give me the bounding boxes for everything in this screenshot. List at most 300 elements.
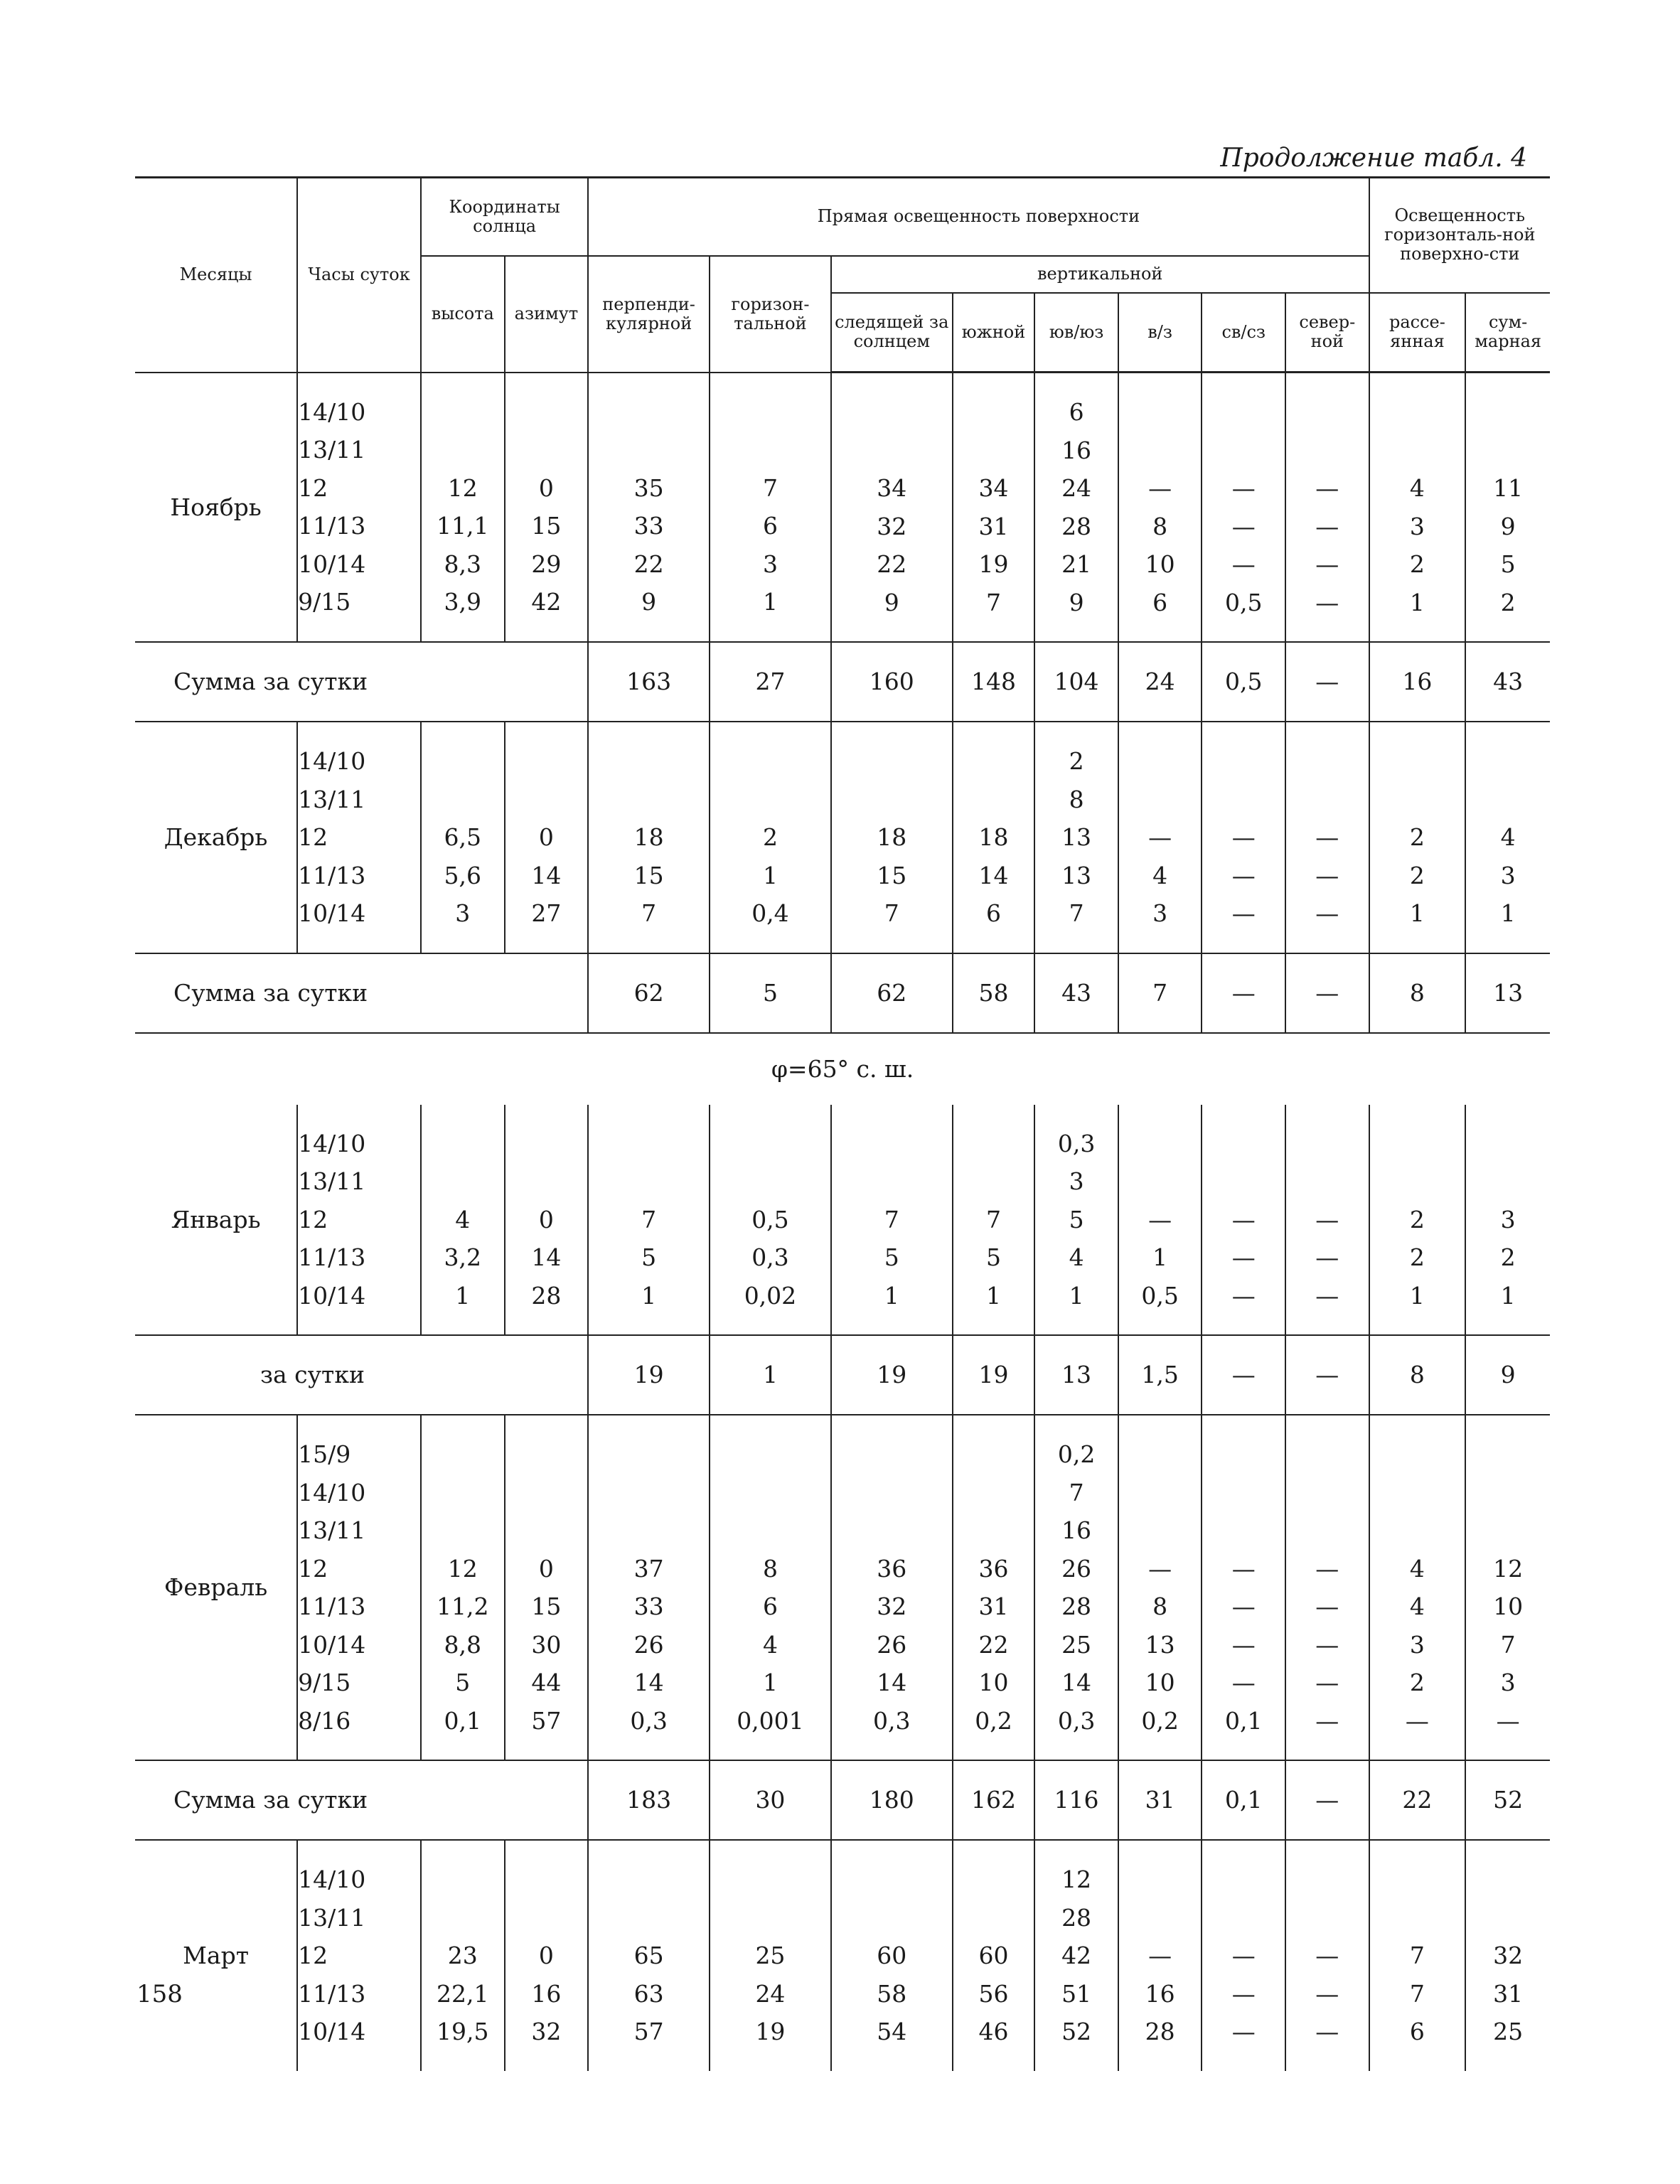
sum-value: — [1202,1335,1285,1415]
cell-value: 28 [1061,1592,1092,1620]
header-vertical: вертикальной [831,256,1369,293]
cell-value: — [1148,1554,1172,1583]
cell-north [1285,1840,1369,2071]
cell-value: 54 [877,2018,907,2045]
month-block [135,373,1550,643]
cell-value: 35 [633,473,664,502]
cell-value [832,781,952,819]
cell-value: 52 [1061,2018,1092,2045]
cell-value: — [1231,1979,1256,2008]
cell-value: 12 [298,823,328,851]
illumination-table [135,176,1550,2071]
header-direct-illumination: Прямая освещенность поверхности [588,178,1369,256]
sum-value: 183 [588,1760,710,1840]
cell-azimuth [505,373,589,643]
cell-value: 3 [1152,899,1168,927]
cell-value: 14 [978,861,1009,889]
header-horizontal-illumination: Освещенность горизонталь-ной поверхно-сти [1369,178,1550,293]
cell-horizontal [710,1840,831,2071]
cell-value: — [1148,1205,1172,1233]
sum-value: — [1285,1335,1369,1415]
cell-value: 58 [877,1979,907,2008]
cell-value [710,1435,830,1474]
cell-value [1466,1511,1550,1550]
cell-value: 2 [1069,747,1084,775]
cell-value: 56 [978,1979,1009,2008]
cell-value [422,1125,504,1163]
cell-value: 18 [633,823,664,851]
month-block [135,1105,1550,1336]
month-name: Декабрь [164,823,268,851]
cell-value [832,1125,952,1163]
cell-value: 37 [633,1554,664,1583]
sum-value: 116 [1034,1760,1118,1840]
cell-value [422,742,504,781]
cell-value: 10 [1145,550,1175,578]
cell-value: 26 [633,1630,664,1659]
cell-value: 25 [1061,1630,1092,1659]
cell-value: — [1148,823,1172,851]
cell-value: 31 [1493,1979,1524,2008]
cell-value: — [1315,1979,1339,2008]
cell-value: 22 [978,1630,1009,1659]
cell-azimuth [505,1840,589,2071]
cell-following-sun [831,373,953,643]
cell-value: 0,2 [1141,1706,1179,1735]
cell-value: — [1231,1554,1256,1583]
cell-value [1370,1162,1465,1201]
cell-value: — [1231,1281,1256,1310]
header-hours: Часы суток [297,178,421,373]
cell-value: 7 [884,1205,899,1233]
cell-value: 25 [1493,2018,1524,2045]
sum-value: 1,5 [1118,1335,1202,1415]
month-name: Январь [171,1205,261,1233]
cell-value: 3 [1500,1205,1516,1233]
cell-value: 13 [1061,861,1092,889]
cell-value [1466,393,1550,432]
cell-value: 12 [447,1554,478,1583]
cell-value: 0,3 [1057,1706,1096,1735]
cell-value: 7 [884,899,899,927]
cell-value: 2 [762,823,778,851]
cell-south [953,1415,1035,1760]
cell-value: 6 [1409,2018,1425,2045]
cell-e-w [1118,722,1202,953]
cell-value [589,742,709,781]
cell-value: 0,1 [444,1706,482,1735]
cell-value: 24 [755,1979,786,2008]
cell-value: 4 [762,1630,778,1659]
cell-value: 0 [538,823,554,851]
cell-value: 7 [985,588,1001,616]
cell-total [1465,1105,1550,1336]
cell-value [1286,1162,1369,1201]
sum-label: Сумма за сутки [135,1760,588,1840]
cell-value: — [1315,1630,1339,1659]
cell-value [589,1125,709,1163]
cell-value: 44 [531,1669,562,1696]
cell-value: — [1315,512,1339,540]
cell-value: — [1315,1554,1339,1583]
sum-value: 27 [710,642,831,722]
cell-value: 0,3 [1057,1129,1096,1157]
cell-value [710,1899,830,1937]
cell-value: 0 [538,473,554,502]
cell-value [589,1861,709,1899]
sum-value: 104 [1034,642,1118,722]
cell-value: 3 [1409,512,1425,540]
cell-value: 1 [1500,899,1516,927]
cell-value [1202,432,1285,470]
cell-value: 30 [531,1630,562,1659]
cell-value: — [1231,2018,1256,2045]
cell-value: 60 [877,1942,907,1969]
cell-value [953,1474,1034,1512]
cell-value: 7 [1409,1942,1425,1969]
cell-value [1286,393,1369,432]
sum-value: 8 [1369,953,1466,1033]
cell-diffuse [1369,722,1466,953]
cell-value: 34 [978,474,1009,502]
cell-value [505,1861,588,1899]
cell-value: 2 [1409,823,1425,851]
cell-ne-nw [1202,373,1285,643]
cell-value: 3 [1500,1669,1516,1696]
header-north: север-ной [1285,293,1369,373]
cell-value [1119,1899,1202,1937]
cell-value: 42 [531,588,562,616]
cell-value: 1 [1500,1281,1516,1310]
sum-value: 52 [1465,1760,1550,1840]
cell-hours [297,1840,421,2071]
header-perpendicular: перпенди-кулярной [588,256,710,373]
cell-horizontal [710,1105,831,1336]
cell-value: 6 [762,1592,778,1620]
month-name: Февраль [164,1573,268,1602]
cell-perpendicular [588,1105,710,1336]
cell-value: 26 [877,1630,907,1659]
cell-value: 3,2 [444,1243,482,1271]
cell-value: — [1315,1205,1339,1233]
cell-value: 11/13 [298,1592,366,1620]
header-e-w: в/з [1118,293,1202,373]
cell-value: 25 [755,1942,786,1969]
cell-value [1466,1861,1550,1899]
cell-value: 12 [298,473,328,502]
sum-value: 13 [1465,953,1550,1033]
cell-value: 1 [1409,1281,1425,1310]
cell-value: 6,5 [444,823,482,851]
cell-value: — [1231,474,1256,502]
cell-value: 2 [1409,550,1425,578]
cell-value: 2 [1500,1243,1516,1271]
cell-value: 15 [633,861,664,889]
cell-value: 1 [762,1669,778,1696]
cell-azimuth [505,722,589,953]
cell-value: 21 [1061,550,1092,578]
cell-value: 3 [762,550,778,578]
cell-value [505,781,588,819]
month-name: Март [183,1942,249,1969]
cell-value [1202,1435,1285,1474]
cell-south [953,722,1035,953]
header-ne-nw: св/сз [1202,293,1285,373]
sum-value: 180 [831,1760,953,1840]
cell-perpendicular [588,722,710,953]
cell-value: — [1148,1942,1172,1969]
cell-e-w [1118,373,1202,643]
cell-following-sun [831,1840,953,2071]
cell-value [953,781,1034,819]
cell-value: 1 [985,1281,1001,1310]
cell-value [422,781,504,819]
sum-value: 16 [1369,642,1466,722]
cell-value: 32 [1493,1942,1524,1969]
cell-value [422,431,504,469]
cell-value: 11/13 [298,1979,366,2008]
cell-value: 14/10 [298,1129,366,1157]
cell-value [1119,1162,1202,1201]
cell-value: 11/13 [298,1243,366,1271]
cell-value [505,1511,588,1550]
cell-value [1202,1511,1285,1550]
cell-value: 4 [1069,1243,1084,1271]
cell-value [1466,432,1550,470]
header-diffuse: рассе-янная [1369,293,1466,373]
cell-value [1202,1899,1285,1937]
cell-value [1466,1435,1550,1474]
cell-height [421,722,505,953]
cell-value: 5 [455,1669,471,1696]
cell-value: 11,2 [437,1592,489,1620]
month-block [135,722,1550,953]
cell-value [505,1435,588,1474]
cell-value: 6 [1069,398,1084,426]
cell-hours [297,1105,421,1336]
cell-value: 5 [641,1243,657,1271]
daily-sum-row [135,1760,1550,1840]
cell-value [953,432,1034,470]
cell-value [1370,1435,1465,1474]
sum-value: 62 [831,953,953,1033]
month-block [135,1415,1550,1760]
cell-value: 2 [1409,1669,1425,1696]
cell-value: 13/11 [298,1516,366,1544]
cell-value [589,431,709,469]
cell-value [1370,1474,1465,1512]
cell-se-sw [1034,1105,1118,1336]
cell-value: — [1231,550,1256,578]
cell-value: — [1405,1706,1429,1735]
cell-value: 16 [531,1979,562,2008]
header-total: сум-марная [1465,293,1550,373]
cell-value: 13/11 [298,436,366,464]
cell-south [953,1840,1035,2071]
cell-value: 0,3 [630,1706,668,1735]
cell-value [589,781,709,819]
sum-value: 31 [1118,1760,1202,1840]
cell-value: 14/10 [298,1478,366,1506]
header-following-sun: следящей за солнцем [831,293,953,373]
cell-north [1285,1105,1369,1336]
cell-value: 14/10 [298,1866,366,1893]
cell-height [421,1840,505,2071]
cell-value: 10/14 [298,2018,366,2045]
cell-value [1202,742,1285,781]
cell-azimuth [505,1105,589,1336]
cell-value [422,1435,504,1474]
cell-value [589,1474,709,1512]
cell-value: 13/11 [298,1903,366,1932]
cell-value: 12 [298,1205,328,1233]
sum-value: 19 [831,1335,953,1415]
cell-value: 0,2 [975,1706,1012,1735]
cell-value [710,1861,830,1899]
cell-value: 10/14 [298,899,366,927]
cell-value: 0,02 [744,1281,797,1310]
cell-value [1370,393,1465,432]
cell-value [1466,1162,1550,1201]
cell-e-w [1118,1840,1202,2071]
cell-value: 0,3 [751,1243,789,1271]
cell-value: 1 [455,1281,471,1310]
cell-value: 63 [633,1979,664,2008]
cell-value [1119,742,1202,781]
cell-value: — [1315,899,1339,927]
cell-value: 10 [1493,1592,1524,1620]
cell-value [953,1861,1034,1899]
cell-value: 11/13 [298,512,366,540]
cell-value [589,1435,709,1474]
sum-value: 24 [1118,642,1202,722]
cell-value: 16 [1145,1979,1175,2008]
cell-value [1119,1511,1202,1550]
cell-value: 33 [633,1592,664,1620]
table-body [135,373,1550,2071]
header-south: южной [953,293,1035,373]
cell-value: 11 [1493,474,1524,502]
cell-perpendicular [588,1840,710,2071]
cell-value [1119,1474,1202,1512]
cell-value: 14/10 [298,397,366,426]
cell-value: 5 [1500,550,1516,578]
cell-value: 12 [447,473,478,502]
daily-sum-row [135,953,1550,1033]
cell-value: 36 [877,1554,907,1583]
cell-value: 18 [978,823,1009,851]
cell-value: 4 [1152,861,1168,889]
cell-horizontal [710,373,831,643]
cell-value: 14 [877,1669,907,1696]
cell-value [1286,1125,1369,1163]
cell-value [710,393,830,432]
sum-value: 22 [1369,1760,1466,1840]
sum-value: 58 [953,953,1035,1033]
cell-value [1370,432,1465,470]
cell-value: 8/16 [298,1706,351,1735]
cell-value: — [1231,1630,1256,1659]
cell-value [589,1162,709,1201]
cell-value: 26 [1061,1554,1092,1583]
sum-value: — [1285,1760,1369,1840]
cell-value: 9/15 [298,1669,351,1696]
cell-total [1465,1415,1550,1760]
cell-value [953,1125,1034,1163]
cell-e-w [1118,1105,1202,1336]
cell-value: 8 [1069,785,1084,813]
sum-value: 9 [1465,1335,1550,1415]
cell-value [422,1511,504,1550]
sum-value: 8 [1369,1335,1466,1415]
cell-value: — [1496,1706,1520,1735]
cell-value: 8,3 [444,550,482,578]
cell-value: 6 [762,512,778,540]
cell-value: 13 [1145,1630,1175,1659]
cell-value: 1 [1409,899,1425,927]
cell-value: 34 [877,474,907,502]
sum-value: 1 [710,1335,831,1415]
cell-north [1285,722,1369,953]
cell-value: 28 [1145,2018,1175,2045]
cell-value [1466,1125,1550,1163]
cell-diffuse [1369,373,1466,643]
cell-value: 5,6 [444,861,482,889]
cell-diffuse [1369,1840,1466,2071]
cell-value: 1 [762,588,778,616]
cell-se-sw [1034,722,1118,953]
cell-value: — [1315,1942,1339,1969]
cell-value: 8,8 [444,1630,482,1659]
sum-value: 0,1 [1202,1760,1285,1840]
cell-value [1370,1125,1465,1163]
cell-value [1119,432,1202,470]
cell-value: 36 [978,1554,1009,1583]
cell-value: — [1231,1942,1256,1969]
cell-height [421,1105,505,1336]
cell-value: — [1231,861,1256,889]
cell-value: 1 [1409,588,1425,616]
cell-value: 15 [531,512,562,540]
header-horizontal: горизон-тальной [710,256,831,373]
cell-south [953,373,1035,643]
cell-value [832,742,952,781]
cell-hours [297,373,421,643]
cell-value [832,1474,952,1512]
cell-value: 6 [1152,588,1168,616]
cell-value: 57 [633,2018,664,2045]
cell-value [1370,1861,1465,1899]
cell-value [832,1162,952,1201]
cell-value: 8 [1152,512,1168,540]
cell-azimuth [505,1415,589,1760]
cell-value [505,742,588,781]
cell-value: 13/11 [298,1167,366,1195]
cell-value [505,431,588,469]
cell-value: — [1231,512,1256,540]
cell-value [505,1162,588,1201]
cell-value [953,1899,1034,1937]
cell-value: 7 [985,1205,1001,1233]
cell-value: 12 [1061,1866,1092,1893]
cell-value: 3 [1409,1630,1425,1659]
cell-value: — [1315,1592,1339,1620]
cell-value: 3,9 [444,588,482,616]
cell-value [1286,1474,1369,1512]
cell-value: 57 [531,1706,562,1735]
cell-value [1466,1474,1550,1512]
cell-value [953,393,1034,432]
